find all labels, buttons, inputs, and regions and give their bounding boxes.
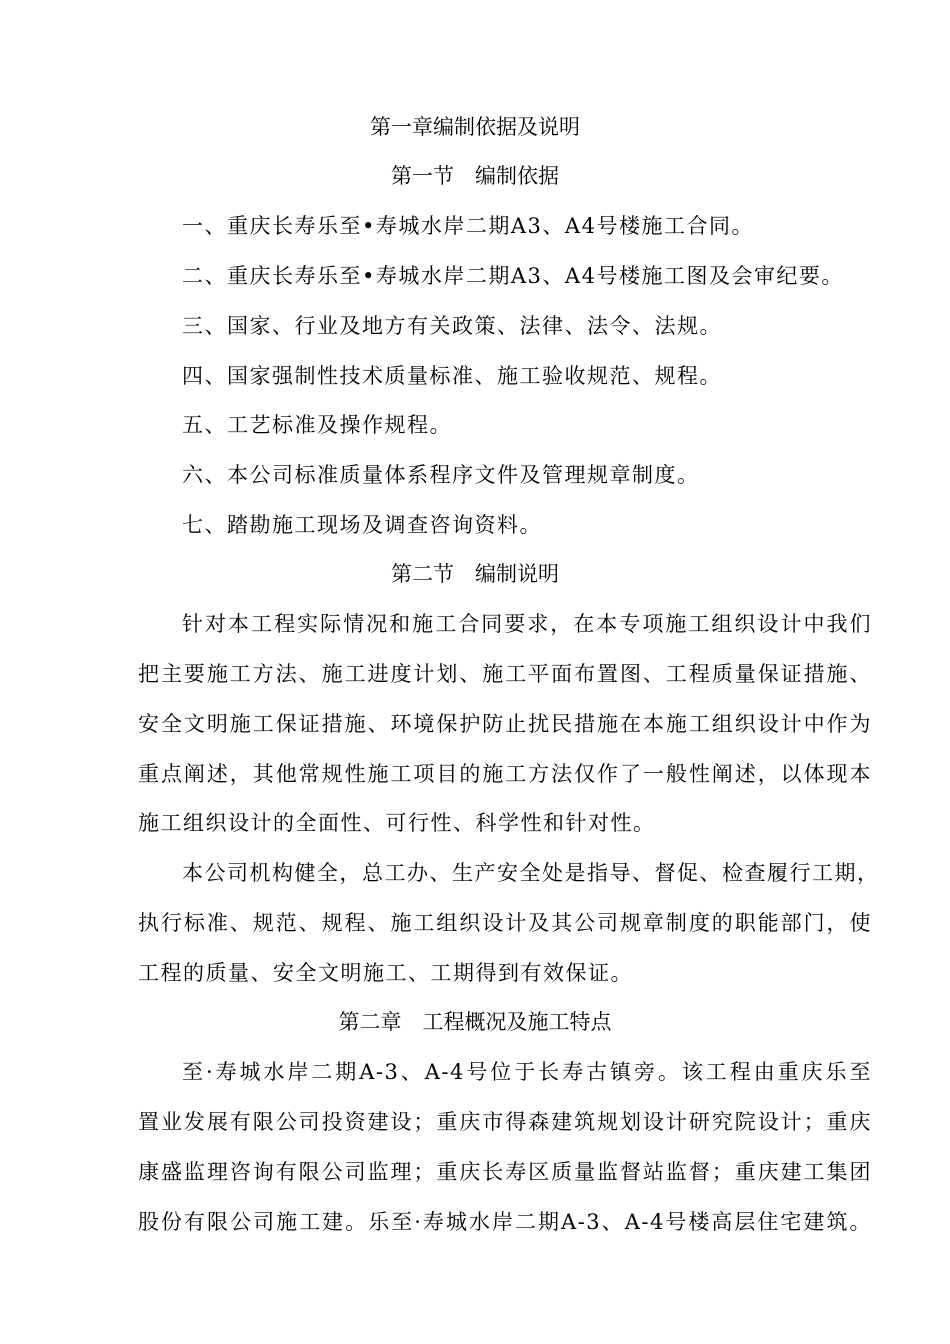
paragraph-line: 至·寿城水岸二期A-3、A-4号位于长寿古镇旁。该工程由重庆乐至 bbox=[182, 1060, 872, 1084]
basis-item: 一、重庆长寿乐至•寿城水岸二期A3、A4号楼施工合同。 bbox=[182, 214, 754, 238]
paragraph-line: 本公司机构健全，总工办、生产安全处是指导、督促、检查履行工期， bbox=[182, 861, 880, 885]
basis-item: 三、国家、行业及地方有关政策、法律、法令、法规。 bbox=[182, 314, 722, 338]
paragraph-line: 针对本工程实际情况和施工合同要求，在本专项施工组织设计中我们 bbox=[182, 612, 872, 636]
basis-item: 二、重庆长寿乐至•寿城水岸二期A3、A4号楼施工图及会审纪要。 bbox=[182, 264, 844, 288]
basis-item: 七、踏勘施工现场及调查咨询资料。 bbox=[182, 513, 542, 537]
paragraph-line: 股份有限公司施工建。乐至·寿城水岸二期A-3、A-4号楼高层住宅建筑。 bbox=[138, 1210, 872, 1234]
section-2-title: 第二节 编制说明 bbox=[391, 562, 559, 586]
paragraph-line: 工程的质量、安全文明施工、工期得到有效保证。 bbox=[138, 961, 633, 985]
paragraph-line: 把主要施工方法、施工进度计划、施工平面布置图、工程质量保证措施、 bbox=[138, 662, 872, 686]
paragraph-line: 安全文明施工保证措施、环境保护防止扰民措施在本施工组织设计中作为 bbox=[138, 712, 872, 736]
chapter-1-title: 第一章编制依据及说明 bbox=[370, 115, 580, 139]
paragraph-line: 康盛监理咨询有限公司监理；重庆长寿区质量监督站监督；重庆建工集团 bbox=[138, 1160, 872, 1184]
paragraph-line: 施工组织设计的全面性、可行性、科学性和针对性。 bbox=[138, 811, 656, 835]
section-1-title: 第一节 编制依据 bbox=[391, 164, 559, 188]
basis-item: 五、工艺标准及操作规程。 bbox=[182, 413, 452, 437]
chapter-2-title: 第二章 工程概况及施工特点 bbox=[338, 1010, 612, 1034]
paragraph-line: 置业发展有限公司投资建设；重庆市得森建筑规划设计研究院设计；重庆 bbox=[138, 1110, 872, 1134]
basis-item: 四、国家强制性技术质量标准、施工验收规范、规程。 bbox=[182, 364, 722, 388]
paragraph-line: 重点阐述，其他常规性施工项目的施工方法仅作了一般性阐述，以体现本 bbox=[138, 762, 872, 786]
basis-item: 六、本公司标准质量体系程序文件及管理规章制度。 bbox=[182, 463, 700, 487]
paragraph-line: 执行标准、规范、规程、施工组织设计及其公司规章制度的职能部门，使 bbox=[138, 911, 872, 935]
